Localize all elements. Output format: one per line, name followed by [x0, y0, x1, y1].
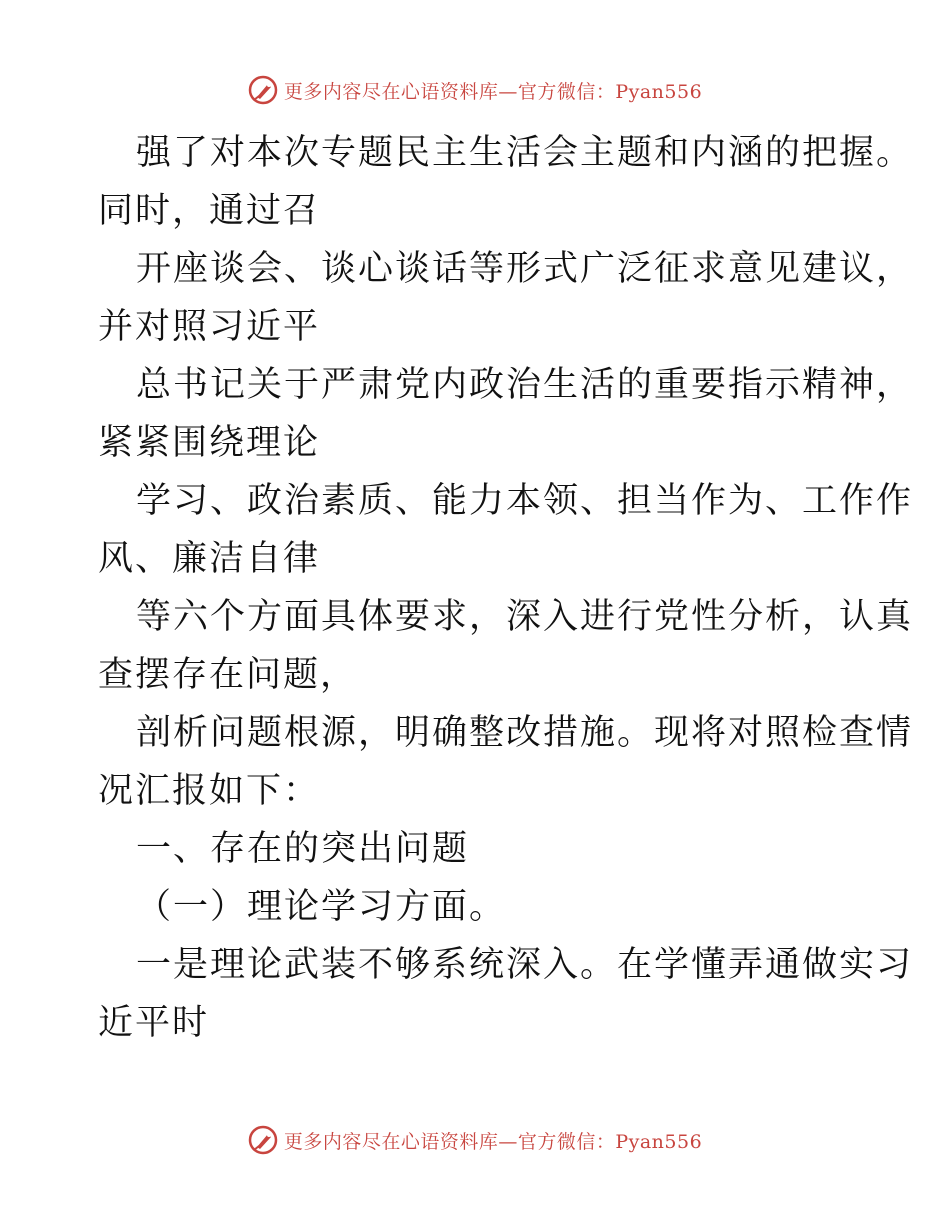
body-line: 学习、政治素质、能力本领、担当作为、工作作: [136, 481, 914, 521]
body-line: 开座谈会、谈心谈话等形式广泛征求意见建议，: [136, 249, 914, 289]
footer-watermark-text: 更多内容尽在心语资料库—官方微信：Pyan556: [283, 1130, 703, 1153]
footer-watermark: [0, 1120, 950, 1160]
document-body: [98, 124, 914, 1052]
body-line: 剖析问题根源，明确整改措施。现将对照检查情: [136, 713, 914, 753]
body-line: 同时，通过召: [98, 191, 321, 231]
header-watermark-text: 更多内容尽在心语资料库—官方微信：Pyan556: [283, 80, 703, 103]
section-heading: 一、存在的突出问题: [136, 829, 470, 869]
pen-nib-logo-icon: [248, 1125, 278, 1155]
body-line: 风、廉洁自律: [98, 539, 321, 579]
body-line: 强了对本次专题民主生活会主题和内涵的把握。: [136, 133, 914, 173]
body-line: 一是理论武装不够系统深入。在学懂弄通做实习: [136, 945, 914, 985]
header-watermark: [0, 70, 950, 110]
subsection-heading: （一）理论学习方面。: [136, 887, 507, 927]
body-line: 总书记关于严肃党内政治生活的重要指示精神，: [136, 365, 914, 405]
body-line: 并对照习近平: [98, 307, 321, 347]
body-line: 查摆存在问题，: [98, 655, 358, 695]
body-line: 近平时: [98, 1003, 210, 1043]
body-line: 紧紧围绕理论: [98, 423, 321, 463]
pen-nib-logo-icon: [248, 75, 278, 105]
body-line: 等六个方面具体要求，深入进行党性分析，认真: [136, 597, 914, 637]
body-line: 况汇报如下：: [98, 771, 321, 811]
